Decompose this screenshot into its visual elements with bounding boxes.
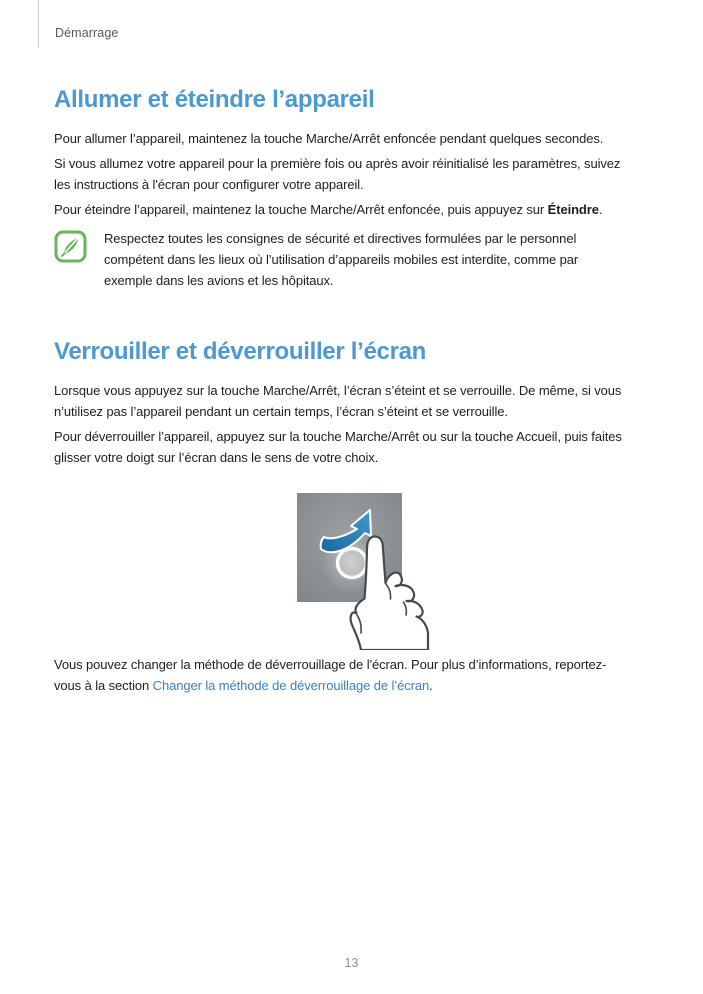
paragraph [54,128,654,149]
text-segment: Pour éteindre l’appareil, maintenez la touche Marche/Arrêt enfoncée, puis appuyez sur [54,202,548,217]
text-segment: . [429,678,433,693]
text-line: Si vous allumez votre appareil pour la première fois ou après avoir réinitialisé les paramètres, suivez [54,156,621,171]
note-box [54,228,654,291]
note-text [104,228,578,291]
text-segment: vous à la section [54,678,153,693]
paragraph [54,426,654,468]
paragraph [54,199,654,220]
paragraph [54,654,654,696]
text-line [54,675,654,696]
text-line: les instructions à l'écran pour configurer votre appareil. [54,177,364,192]
text-line: Vous pouvez changer la méthode de déverrouillage de l'écran. Pour plus d’informations, reportez- [54,657,607,672]
bold-term-eteindre: Éteindre [547,202,599,217]
breadcrumb: Démarrage [55,26,119,40]
paragraph [54,380,654,422]
text-line: n’utilisez pas l’appareil pendant un certain temps, l’écran s’éteint et se verrouille. [54,404,508,419]
hand-swipe-unlock-illustration [270,480,450,650]
text-line: compétent dans les lieux où l’utilisation d’appareils mobiles est interdite, comme par [104,252,579,267]
page-content [54,0,654,700]
text-line: Lorsque vous appuyez sur la touche Marche/Arrêt, l’écran s’éteint et se verrouille. De même, si vous [54,383,622,398]
cross-reference-link[interactable]: Changer la méthode de déverrouillage de l’écran [152,678,430,693]
text-line: Respectez toutes les consignes de sécurité et directives formulées par le personnel [104,231,577,246]
header-rule [38,0,39,48]
paragraph [54,153,654,195]
text-segment: . [598,202,603,217]
page-number: 13 [344,956,359,970]
section-title-lock: Verrouiller et déverrouiller l’écran [54,338,427,365]
text-line: glisser votre doigt sur l’écran dans le sens de votre choix. [54,450,379,465]
text-line: Pour déverrouiller l’appareil, appuyez sur la touche Marche/Arrêt ou sur la touche Accueil, puis faites [54,429,622,444]
text-line: exemple dans les avions et les hôpitaux. [104,273,334,288]
note-pen-icon [54,230,87,268]
section-title-power: Allumer et éteindre l’appareil [54,86,375,113]
text-line: Pour allumer l’appareil, maintenez la touche Marche/Arrêt enfoncée pendant quelques secondes. [54,131,604,146]
